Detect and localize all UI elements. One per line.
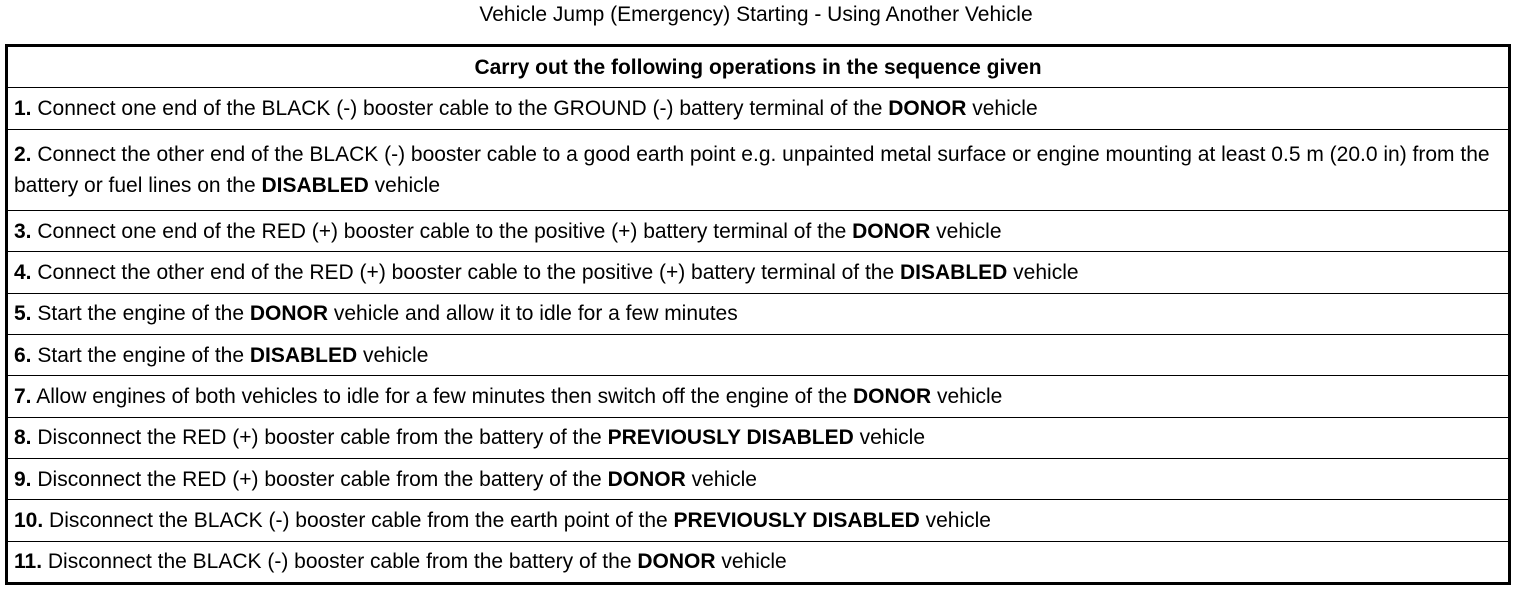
- step-text: vehicle: [930, 219, 1002, 243]
- step-text-emphasis: DISABLED: [900, 260, 1008, 284]
- table-row: [8, 334, 1508, 375]
- table-row: [8, 459, 1508, 500]
- step-text: Connect the other end of the BLACK (-) booster cable to a good earth point e.g. unpainted metal surface or engine mounting at least 0.5 m (20.0 in) from the battery or fuel lines on the: [14, 142, 1490, 197]
- step-number: 11.: [14, 550, 43, 574]
- step-text: Connect one end of the BLACK (-) booster cable to the GROUND (-) battery terminal of the: [37, 96, 889, 120]
- step-text: vehicle: [1007, 260, 1079, 284]
- table-row: [8, 293, 1508, 334]
- table-row: [8, 500, 1508, 541]
- step-cell: [8, 252, 1508, 293]
- procedure-table-frame: [5, 44, 1511, 585]
- table-row: [8, 252, 1508, 293]
- step-text: vehicle: [931, 385, 1003, 408]
- table-row: [8, 129, 1508, 210]
- step-number: 1.: [14, 96, 32, 120]
- step-text: Disconnect the RED (+) booster cable from the battery of the: [37, 426, 608, 450]
- step-cell: [8, 500, 1508, 541]
- step-cell: [8, 334, 1508, 375]
- step-text-emphasis: DONOR: [607, 467, 686, 491]
- step-text: Disconnect the RED (+) booster cable from the battery of the: [37, 467, 608, 491]
- step-cell: [8, 376, 1508, 417]
- step-cell: [8, 129, 1508, 210]
- table-row: [8, 88, 1508, 129]
- step-number: 9.: [14, 467, 32, 491]
- step-text: vehicle: [966, 96, 1038, 120]
- step-text-emphasis: DONOR: [888, 96, 967, 120]
- step-text-emphasis: DONOR: [249, 302, 329, 326]
- step-text-emphasis: DISABLED: [261, 173, 369, 197]
- step-cell: [8, 210, 1508, 251]
- procedure-table: [8, 47, 1508, 582]
- step-cell: [8, 417, 1508, 458]
- step-text: Allow engines of both vehicles to idle for a few minutes then switch off the engine of the: [36, 385, 853, 408]
- step-number: 8.: [14, 426, 32, 450]
- table-row: [8, 376, 1508, 417]
- step-text: vehicle: [357, 343, 429, 367]
- step-text: vehicle: [368, 173, 441, 197]
- step-text-emphasis: DONOR: [852, 385, 932, 408]
- step-number: 6.: [14, 343, 32, 367]
- step-text: Start the engine of the: [37, 343, 250, 367]
- step-number: 3.: [14, 219, 32, 243]
- step-cell: [8, 459, 1508, 500]
- step-text: vehicle: [853, 426, 925, 450]
- step-number: 7.: [14, 385, 32, 408]
- table-row: [8, 210, 1508, 251]
- step-text: vehicle: [919, 509, 991, 533]
- step-text: Start the engine of the: [37, 302, 250, 326]
- procedure-table-body: [8, 47, 1508, 582]
- table-row: [8, 417, 1508, 458]
- step-text-emphasis: PREVIOUSLY DISABLED: [607, 426, 854, 450]
- step-text: vehicle: [715, 550, 787, 574]
- step-cell: [8, 88, 1508, 129]
- step-text-emphasis: DONOR: [852, 219, 931, 243]
- page-title: Vehicle Jump (Emergency) Starting - Using Another Vehicle: [479, 3, 1033, 26]
- step-text: Connect the other end of the RED (+) booster cable to the positive (+) battery terminal of the: [37, 260, 900, 284]
- step-cell: [8, 541, 1508, 582]
- step-text-emphasis: PREVIOUSLY DISABLED: [673, 509, 920, 533]
- table-header-row: [8, 47, 1508, 88]
- step-text: vehicle and allow it to idle for a few minutes: [328, 302, 738, 326]
- step-text-emphasis: DONOR: [637, 550, 716, 574]
- step-text: vehicle: [685, 467, 757, 491]
- step-text: Disconnect the BLACK (-) booster cable from the battery of the: [47, 550, 638, 574]
- step-cell: [8, 293, 1508, 334]
- step-number: 10.: [14, 509, 44, 533]
- table-header: Carry out the following operations in the sequence given: [8, 47, 1508, 88]
- step-number: 4.: [14, 260, 32, 284]
- step-text: Connect one end of the RED (+) booster cable to the positive (+) battery terminal of the: [37, 219, 853, 243]
- step-number: 5.: [14, 302, 32, 326]
- step-text-emphasis: DISABLED: [249, 343, 358, 367]
- step-number: 2.: [14, 142, 32, 166]
- step-text: Disconnect the BLACK (-) booster cable from the earth point of the: [49, 509, 674, 533]
- table-row: [8, 541, 1508, 582]
